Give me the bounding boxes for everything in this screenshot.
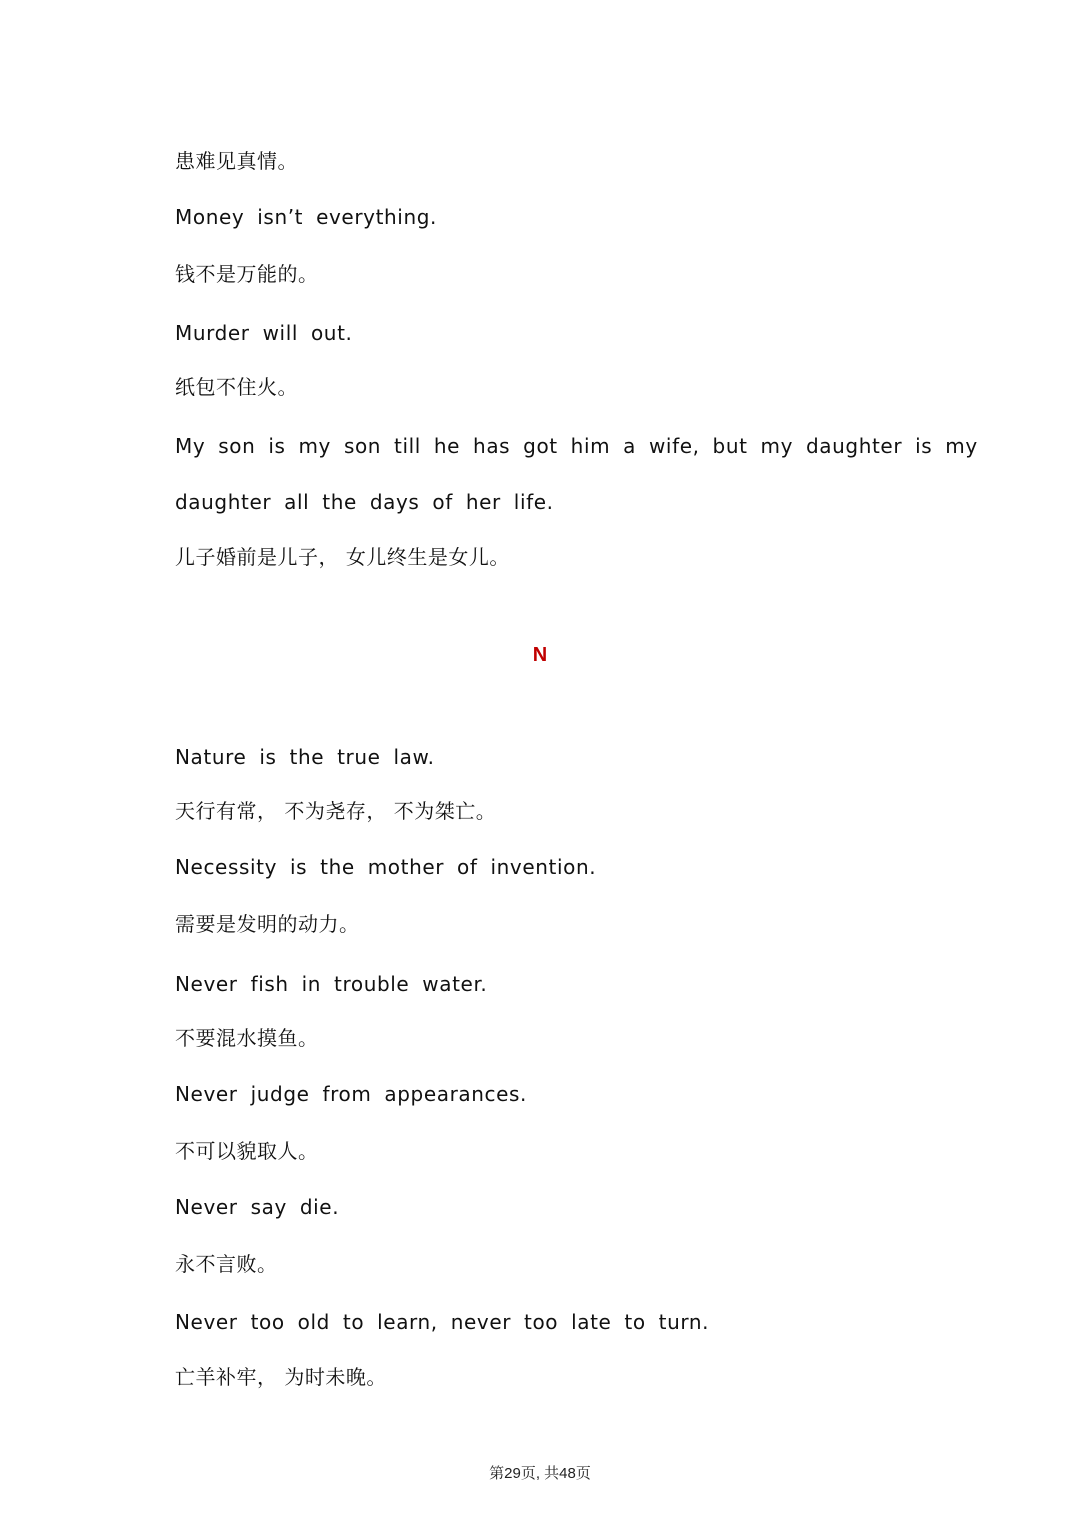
proverb-zh: 钱不是万能的。	[175, 262, 319, 286]
page-number-footer: 第29页, 共48页	[489, 1465, 591, 1482]
proverb-zh: 纸包不住火。	[175, 375, 298, 399]
proverb-en: Never say die.	[175, 1195, 340, 1219]
proverb-zh: 天行有常， 不为尧存， 不为桀亡。	[175, 799, 497, 823]
proverb-en-line1: My son is my son till he has got him a wife, but my daughter is my	[175, 434, 978, 458]
proverb-zh: 儿子婚前是儿子， 女儿终生是女儿。	[175, 545, 510, 569]
proverb-en-line2: daughter all the days of her life.	[175, 490, 554, 514]
proverb-en: Necessity is the mother of invention.	[175, 855, 597, 879]
proverb-en: Murder will out.	[175, 321, 353, 345]
proverb-en: Nature is the true law.	[175, 745, 435, 769]
section-heading-letter: N	[532, 644, 548, 666]
proverb-zh: 不可以貌取人。	[175, 1139, 319, 1163]
proverb-en: Money isn’t everything.	[175, 205, 437, 229]
proverb-zh: 不要混水摸鱼。	[175, 1026, 319, 1050]
proverb-zh: 患难见真情。	[175, 149, 298, 173]
proverb-en: Never too old to learn, never too late to turn.	[175, 1310, 710, 1334]
proverb-en: Never judge from appearances.	[175, 1082, 528, 1106]
proverb-zh: 永不言败。	[175, 1252, 278, 1276]
proverb-zh: 亡羊补牢， 为时未晚。	[175, 1365, 387, 1389]
proverb-en: Never fish in trouble water.	[175, 972, 488, 996]
proverb-zh: 需要是发明的动力。	[175, 912, 360, 936]
